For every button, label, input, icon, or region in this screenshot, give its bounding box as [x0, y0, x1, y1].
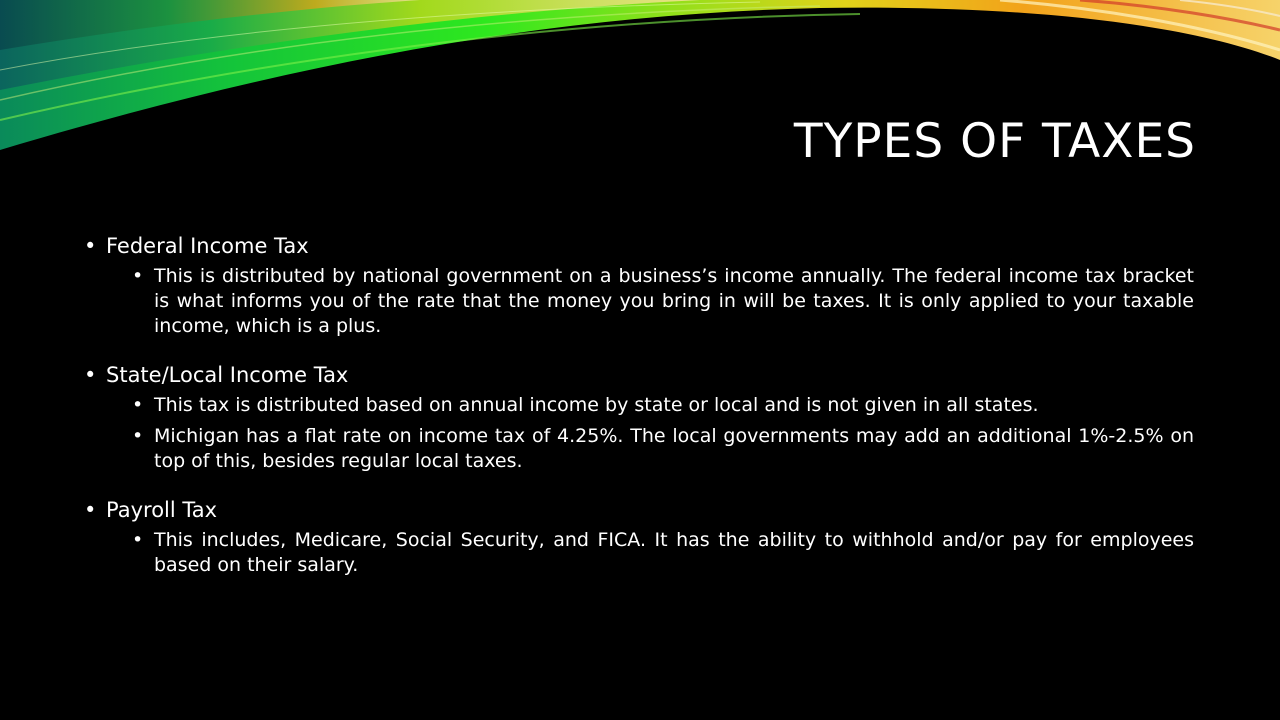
section-state-local-income-tax: [84, 361, 1204, 474]
section-payroll-tax: [84, 496, 1204, 578]
slide-title: TYPES OF TAXES: [793, 114, 1196, 169]
bullet-point: • This includes, Medicare, Social Security, and FICA. It has the ability to withhold and/or pay for employees based on their salary.: [132, 528, 1204, 578]
bullet-point: • This tax is distributed based on annual income by state or local and is not given in all states.: [132, 393, 1204, 418]
bullet-heading: • Federal Income Tax: [84, 232, 1204, 260]
bullet-list: [84, 232, 1204, 584]
bullet-point: • Michigan has a flat rate on income tax of 4.25%. The local governments may add an additional 1%-2.5% on top of this, besides regular local taxes.: [132, 424, 1204, 474]
bullet-point: • This is distributed by national government on a business’s income annually. The federal income tax bracket is what informs you of the rate that the money you bring in will be taxes. It is only applied to your taxable income, which is a plus.: [132, 264, 1204, 339]
bullet-heading: • Payroll Tax: [84, 496, 1204, 524]
section-federal-income-tax: [84, 232, 1204, 339]
bullet-heading: • State/Local Income Tax: [84, 361, 1204, 389]
